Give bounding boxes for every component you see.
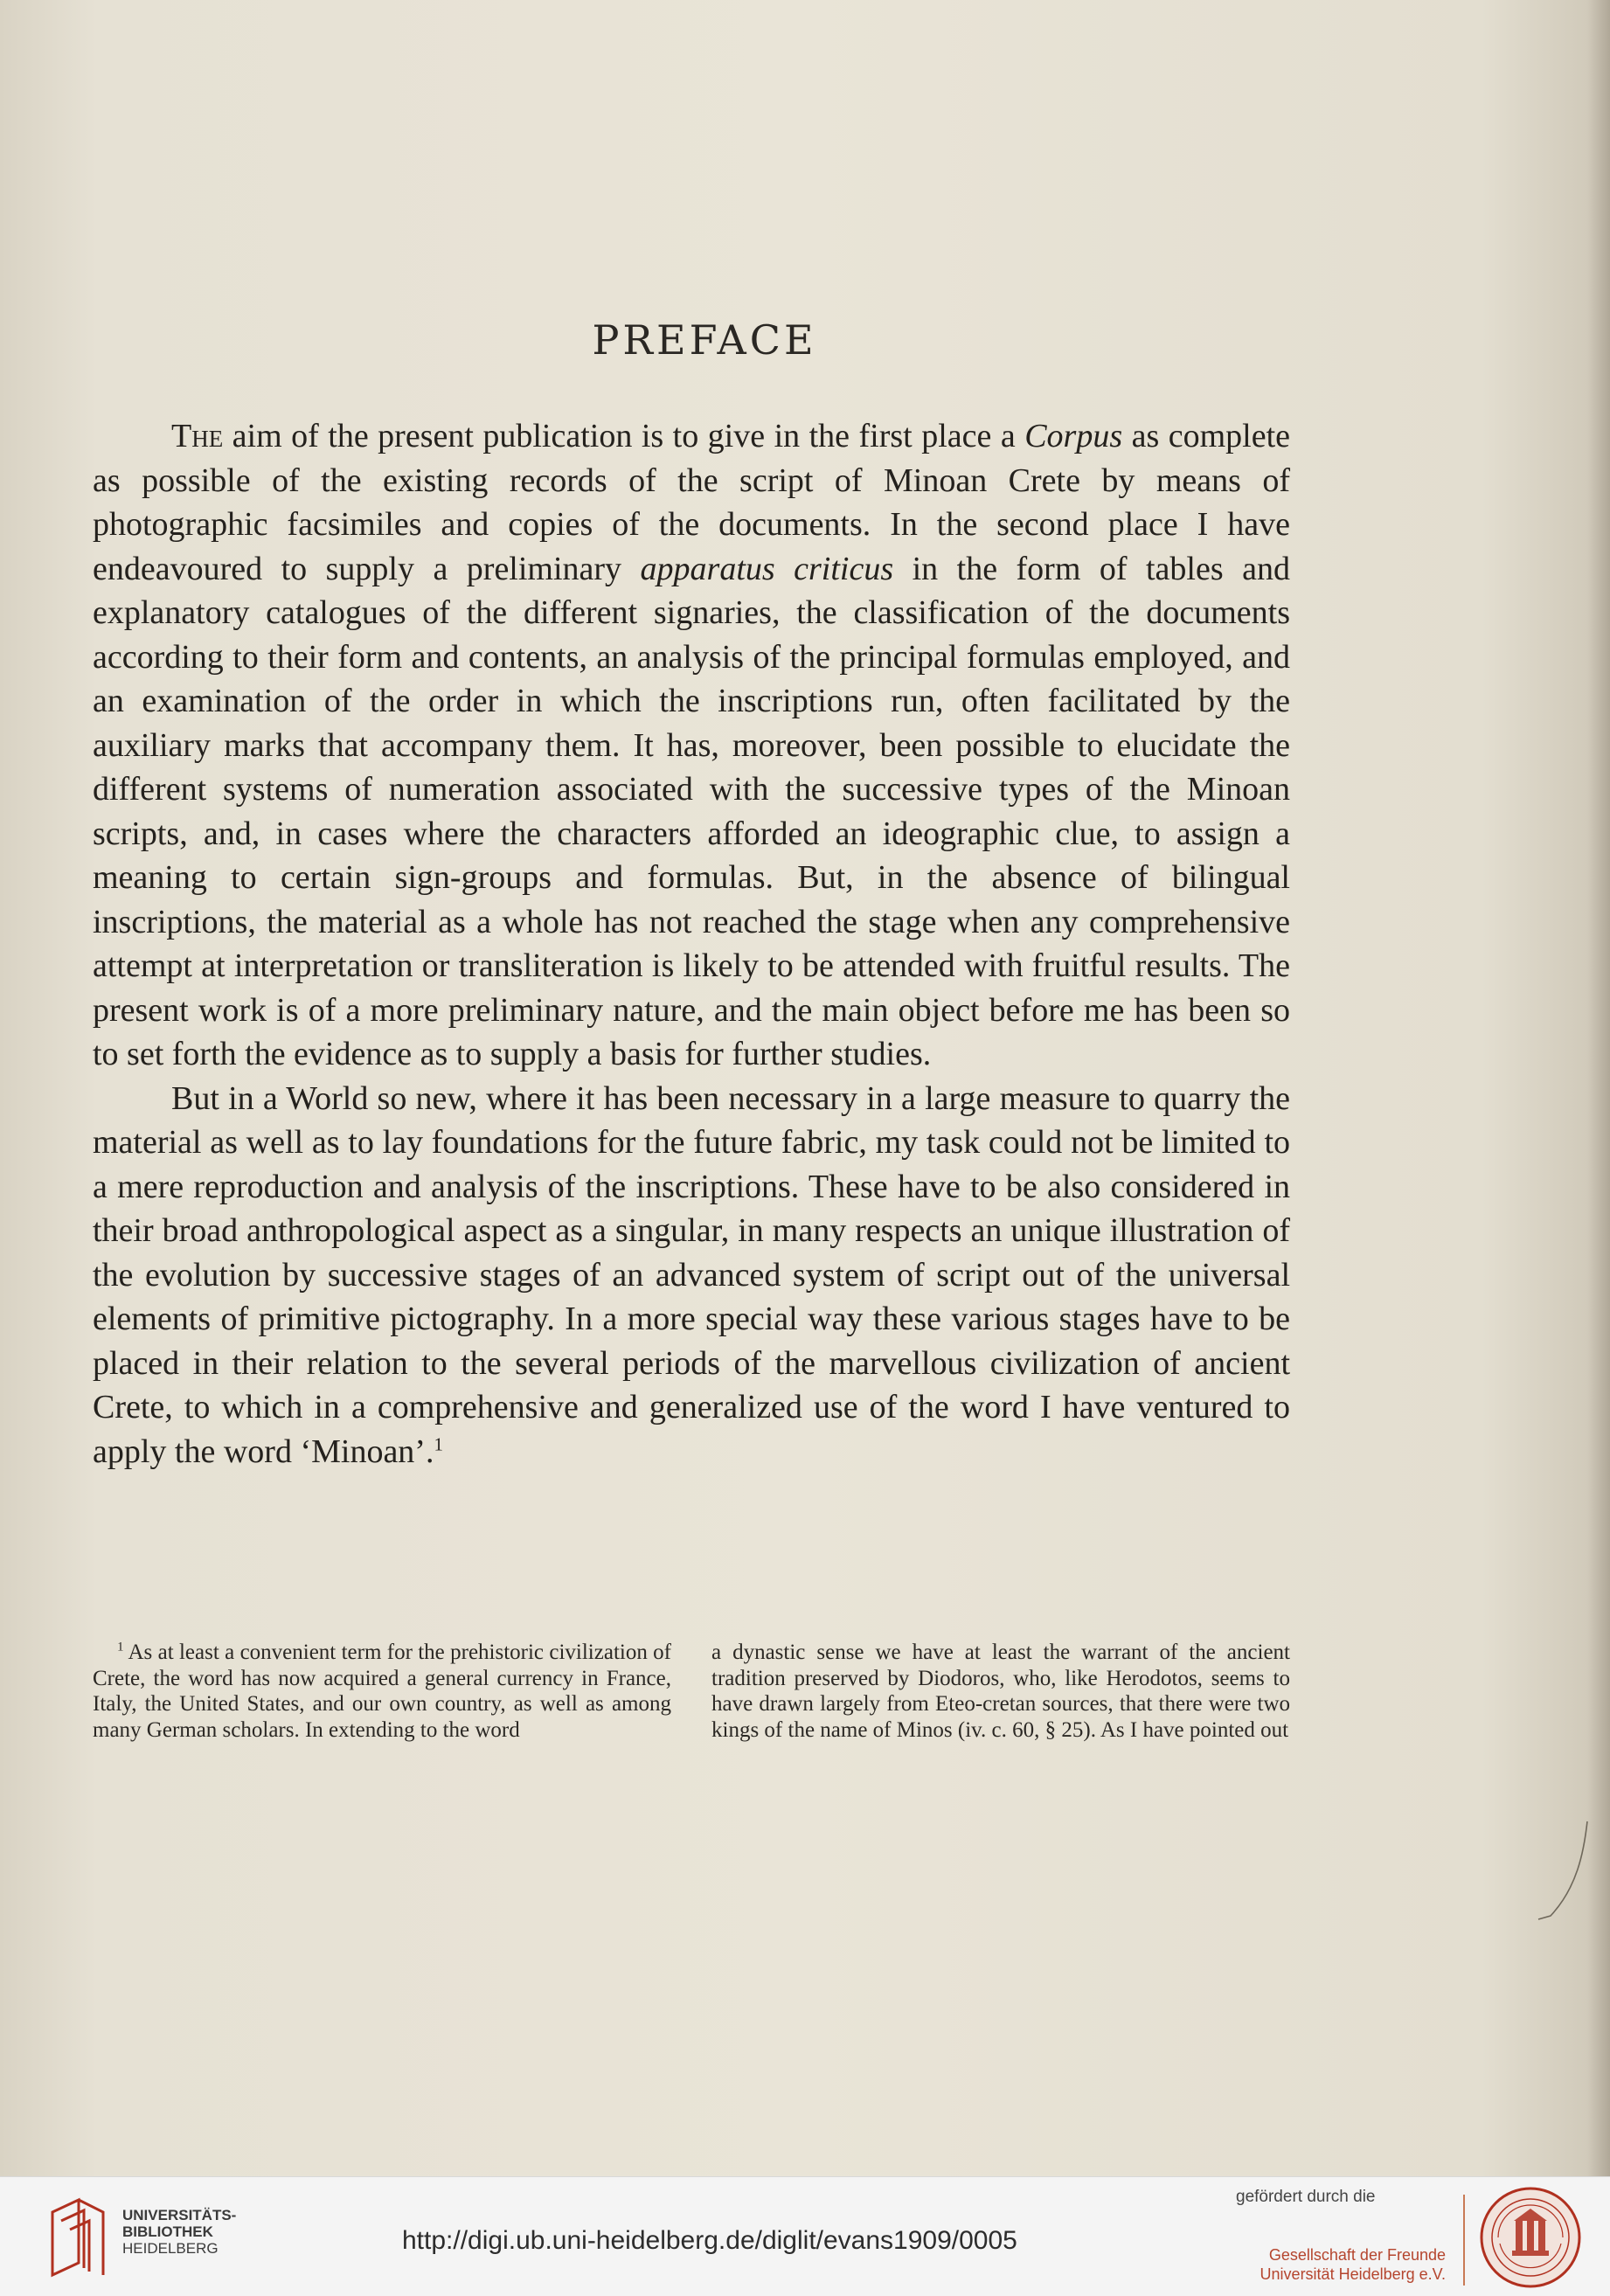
paragraph-2 — [93, 1077, 1290, 1474]
funder-name[interactable] — [1227, 2245, 1446, 2284]
footnote-block — [93, 1640, 1290, 1743]
page-title: PREFACE — [592, 316, 817, 364]
footnote-text: As at least a convenient term for the prehistoric civilization of Crete, the word has now acquired a general currency in France, Italy, the United States, and our own country, as well as among many German scholars. In extending to the word — [93, 1640, 671, 1742]
preface-body — [93, 414, 1290, 1474]
library-name-line: BIBLIOTHEK — [122, 2223, 213, 2240]
library-name-line: UNIVERSITÄTS- — [122, 2207, 237, 2223]
library-name — [122, 2207, 236, 2257]
footer-banner — [0, 2176, 1610, 2296]
library-name-line: HEIDELBERG — [122, 2240, 219, 2257]
paragraph-text: But in a World so new, where it has been necessary in a large measure to quarry the material as well as to lay foundations for the future fabric, my task could not be limited to a mere reproduction and analysis of the inscriptions. These have to be also considered in their broad anthropological aspect as a singular, in many respects an unique illustration of the evolution by successive stages of an advanced system of script out of the universal elements of primitive pictography. In a more special way these various stages have to be placed in their relation to the several periods of the marvellous civilization of ancient Crete, to which in a comprehensive and generalized use of the word I have ventured to apply the word ‘Minoan’. — [93, 1079, 1290, 1470]
italic-term: apparatus criticus — [640, 550, 894, 587]
paragraph-text: aim of the present publication is to give in the first place a — [223, 418, 1025, 454]
footnote-marker: 1 — [117, 1640, 124, 1654]
paragraph-text: as complete as possible of the existing records of the script of Minoan Crete by means of photographic facsimiles and copies of the documents. In the second place I have endeavoured to supply a preliminary — [93, 418, 1290, 587]
permalink-url[interactable]: http://digi.ub.uni-heidelberg.de/diglit/evans1909/0005 — [402, 2226, 1017, 2255]
footer-divider — [1463, 2195, 1465, 2286]
italic-term: Corpus — [1024, 418, 1123, 454]
university-seal-icon[interactable] — [1479, 2186, 1582, 2289]
footnote-text: a dynastic sense we have at least the warrant of the ancient tradition preserved by Diodoros, who, like Herodotos, seems to have drawn largely from Eteo-cretan sources, that there were two kings of the name of Minos (iv. c. 60, § 25). As I have pointed out — [711, 1640, 1290, 1742]
footnote-reference[interactable]: 1 — [434, 1432, 443, 1454]
paragraph-1 — [93, 414, 1290, 1077]
funder-name-line: Universität Heidelberg e.V. — [1260, 2265, 1446, 2283]
paragraph-text: in the form of tables and explanatory catalogues of the different signaries, the classification of the documents according to their form and contents, an analysis of the principal formulas employed, and an examination of the order in which the inscriptions run, often facilitated by the auxiliary marks that accompany them. It has, moreover, been possible to elucidate the different systems of numeration associated with the successive types of the Minoan scripts, and, in cases where the characters afforded an ideographic clue, to assign a meaning to certain sign-groups and formulas. But, in the absence of bilingual inscriptions, the material as a whole has not reached the stage when any comprehensive attempt at interpretation or transliteration is likely to be attended with fruitful results. The present work is of a more preliminary nature, and the main object before me has been so to set forth the evidence as to supply a basis for further studies. — [93, 550, 1290, 1072]
pencil-mark — [1533, 1818, 1594, 1923]
university-library-logo-icon[interactable] — [44, 2195, 112, 2279]
funding-label: gefördert durch die — [1236, 2188, 1376, 2206]
paragraph-lead-word: The — [171, 418, 224, 454]
footnote-right-column — [711, 1640, 1290, 1743]
funder-name-line: Gesellschaft der Freunde — [1268, 2246, 1446, 2264]
footnote-left-column — [93, 1640, 671, 1743]
